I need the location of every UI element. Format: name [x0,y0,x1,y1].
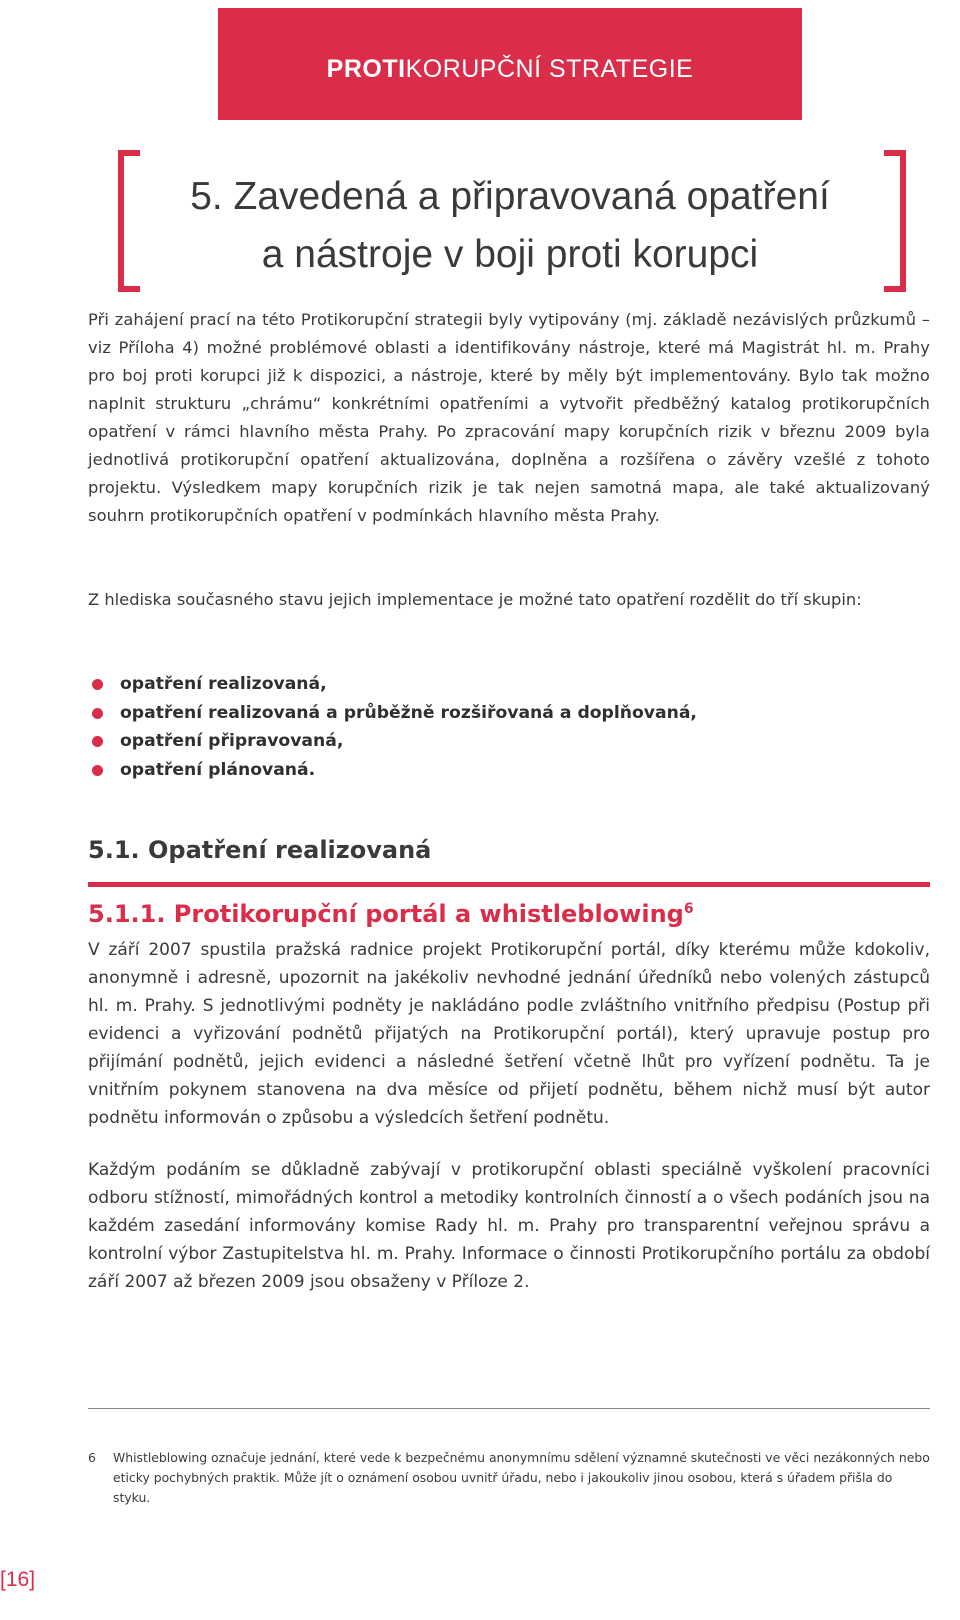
list-item [88,670,697,699]
right-bracket-decoration [884,150,906,292]
footnote-number: 6 [88,1450,96,1465]
header-band [218,8,802,120]
body-paragraph-1: V září 2007 spustila pražská radnice projekt Protikorupční portál, díky kterému může kdokoliv, anonymně i adresně, upozornit na jakékoliv nevhodné jednání úředníků nebo volených zástupců hl. m. Prahy. S jednotlivými podněty je nakládáno podle zvláštního vnitřního předpisu (Postup při evidenci a vyřizování podnětů přijatých na Protikorupční portál), který upravuje postup pro přijímání podnětů, jejich evidenci a následné šetření včetně lhůt pro vyřízení podnětu. Ta je vnitřním pokynem stanovena na dva měsíce od přijetí podnětu, během nichž musí být autor podnětu informován o způsobu a výsledcích šetření podnětu. [88,940,930,1128]
chapter-title-line-2: a nástroje v boji proti korupci [261,233,759,276]
body-paragraph-2: Každým podáním se důkladně zabývají v protikorupční oblasti speciálně vyškolení pracovníci odboru stížností, mimořádných kontrol a metodiky kontrolních činností a o všech podáních jsou na každém zasedání informovány komise Rady hl. m. Prahy pro transparentní veřejnou správu a kontrolní výbor Zastupitelstva hl. m. Prahy. Informace o činnosti Protikorupčního portálu za období září 2007 až březen 2009 jsou obsaženy v Příloze 2. [88,1160,930,1292]
list-item-label: opatření realizovaná, [120,674,327,694]
subsection-heading [88,900,694,928]
intro-paragraph: Při zahájení prací na této Protikorupční strategii byly vytipovány (mj. základě nezávislých průzkumů – viz Příloha 4) možné problémové oblasti a identifikovány nástroje, které má Magistrát hl. m. Prahy pro boj proti korupci již k dispozici, a nástroje, které by měly být implementovány. Bylo tak možno naplnit strukturu „chrámu“ konkrétními opatřeními a vytvořit předběžný katalog protikorupčních opatření v rámci hlavního města Prahy. Po zpracování mapy korupčních rizik v březnu 2009 byla jednotlivá protikorupční opatření aktualizována, doplněna a rozšířena o závěry vzešlé z tohoto projektu. Výsledkem mapy korupčních rizik je tak nejen samotná mapa, ale také aktualizovaný souhrn protikorupčních opatření v podmínkách hlavního města Prahy. [88,310,930,525]
header-title-bold: PROTI [326,54,406,83]
subsection-heading-text: 5.1.1. Protikorupční portál a whistleblowing [88,900,684,928]
list-item [88,727,697,756]
footnote [88,1448,930,1508]
bullet-dot-icon [92,736,103,747]
chapter-title-line-1: 5. Zavedená a připravovaná opatření [190,175,830,218]
list-item-label: opatření plánovaná. [120,759,316,780]
list-item [88,699,697,728]
footnote-reference: 6 [683,901,694,917]
list-item-label: opatření připravovaná, [120,731,344,751]
footnote-text: Whistleblowing označuje jednání, které vede k bezpečnému anonymnímu sdělení významné skutečnosti ve věci nezákonných nebo eticky pochybných praktik. Může jít o oznámení osobou uvnitř úřadu, nebo i jakoukoliv jinou osobou, která s úřadem přišla do styku. [113,1450,930,1505]
groups-paragraph: Z hlediska současného stavu jejich implementace je možné tato opatření rozdělit do tří skupin: [88,590,862,609]
chapter-title [150,168,870,284]
list-item [88,756,697,785]
header-title-regular: KORUPČNÍ STRATEGIE [405,54,694,83]
bullet-dot-icon [92,679,103,690]
groups-list [88,670,697,784]
section-divider [88,882,930,887]
page-number: [16] [0,1568,36,1591]
footnote-divider [88,1408,930,1409]
bullet-dot-icon [92,765,103,776]
bullet-dot-icon [92,708,103,719]
left-bracket-decoration [118,150,140,292]
list-item-label: opatření realizovaná a průběžně rozšiřovaná a doplňovaná, [120,702,697,723]
header-title [327,55,694,84]
section-heading: 5.1. Opatření realizovaná [88,836,432,864]
